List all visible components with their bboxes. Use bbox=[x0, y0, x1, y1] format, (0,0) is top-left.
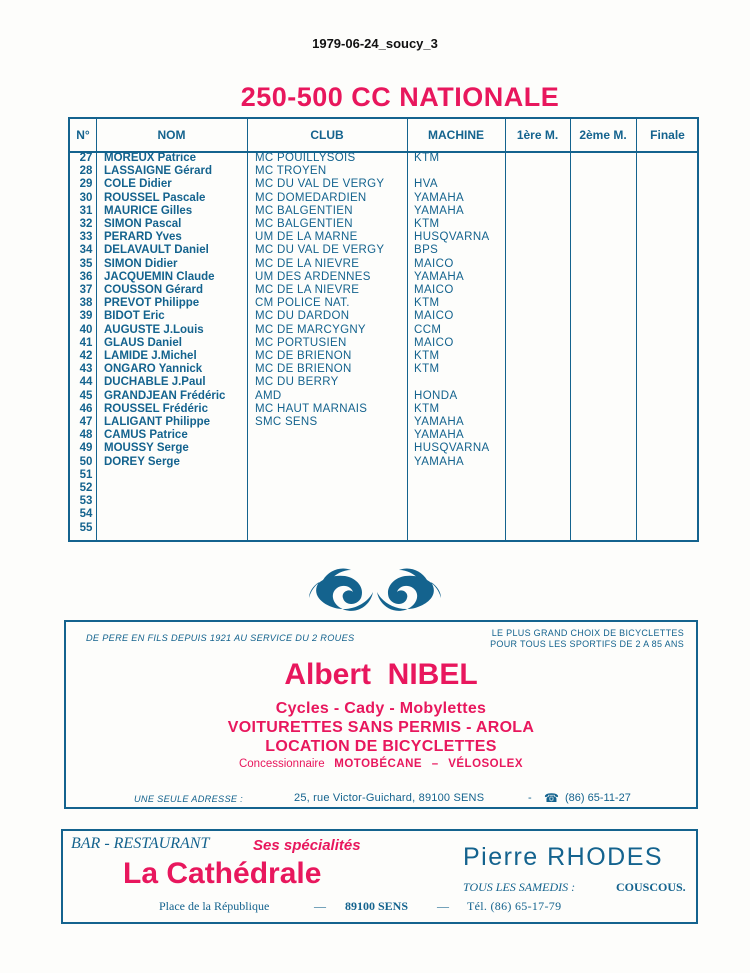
nibel-tagline-left: DE PERE EN FILS DEPUIS 1921 AU SERVICE DU 2 ROUES bbox=[86, 633, 355, 643]
dealer-dash: – bbox=[431, 758, 439, 770]
table-row bbox=[70, 337, 697, 350]
row-number: 30 bbox=[79, 191, 93, 204]
rider-machine: KTM bbox=[414, 402, 440, 415]
header-manche-1: 1ère M. bbox=[516, 128, 559, 142]
rider-club: MC DE BRIENON bbox=[255, 350, 352, 362]
phone-icon: ☎ bbox=[544, 791, 559, 805]
rider-machine: KTM bbox=[414, 152, 440, 164]
table-row bbox=[70, 284, 697, 297]
rider-name: DOREY Serge bbox=[104, 455, 180, 468]
table-row bbox=[70, 205, 697, 218]
rider-machine: HUSQVARNA bbox=[414, 231, 490, 244]
rider-machine: BPS bbox=[414, 244, 439, 257]
table-row bbox=[70, 469, 697, 482]
rider-machine: YAMAHA bbox=[414, 416, 465, 428]
table-row bbox=[70, 522, 697, 535]
rider-name: MOUSSY Serge bbox=[104, 442, 189, 455]
nibel-service-line2: VOITURETTES SANS PERMIS - AROLA bbox=[227, 719, 535, 736]
nibel-address: 25, rue Victor-Guichard, 89100 SENS bbox=[294, 792, 485, 804]
bar-sep-1: — bbox=[314, 899, 326, 913]
rider-club: CM POLICE NAT. bbox=[255, 297, 350, 310]
nibel-service-line3: LOCATION DE BICYCLETTES bbox=[265, 738, 497, 755]
row-number: 29 bbox=[79, 178, 93, 191]
table-row bbox=[70, 482, 697, 495]
rider-name: AUGUSTE J.Louis bbox=[104, 323, 204, 336]
row-number: 44 bbox=[79, 376, 93, 389]
table-row bbox=[70, 218, 697, 231]
table-row bbox=[70, 324, 697, 337]
table-row bbox=[70, 350, 697, 363]
row-number: 28 bbox=[79, 165, 93, 178]
bar-owner: Pierre RHODES bbox=[463, 843, 664, 871]
rider-club: AMD bbox=[255, 389, 282, 402]
row-number: 50 bbox=[79, 455, 93, 468]
table-row bbox=[70, 258, 697, 271]
rider-machine: KTM bbox=[414, 297, 440, 310]
rider-name: LASSAIGNE Gérard bbox=[104, 165, 212, 178]
table-row bbox=[70, 376, 697, 389]
table-row bbox=[70, 152, 697, 165]
table-row bbox=[70, 403, 697, 416]
table-row bbox=[70, 244, 697, 257]
dealer-brand-motobecane: MOTOBÉCANE bbox=[334, 758, 423, 770]
rider-club: UM DES ARDENNES bbox=[255, 270, 371, 283]
document-id: 1979-06-24_soucy_3 bbox=[312, 36, 438, 51]
row-number: 55 bbox=[79, 521, 93, 534]
bar-phone: Tél. (86) 65-17-79 bbox=[467, 899, 562, 913]
table-row bbox=[70, 297, 697, 310]
nibel-tagline-right-line1: LE PLUS GRAND CHOIX DE BICYCLETTES bbox=[491, 628, 684, 638]
bar-specialties: Ses spécialités bbox=[253, 837, 361, 854]
rider-machine: YAMAHA bbox=[414, 455, 465, 468]
bar-address: Place de la République bbox=[159, 899, 270, 913]
row-number: 40 bbox=[79, 323, 93, 336]
table-row bbox=[70, 390, 697, 403]
rider-name: JACQUEMIN Claude bbox=[104, 270, 215, 283]
rider-name: PREVOT Philippe bbox=[104, 297, 200, 310]
nibel-phone: (86) 65-11-27 bbox=[565, 792, 631, 804]
rider-machine: MAICO bbox=[414, 336, 454, 349]
row-number: 34 bbox=[79, 244, 93, 257]
row-number: 52 bbox=[79, 482, 93, 494]
table-row bbox=[70, 192, 697, 205]
rider-name: GRANDJEAN Frédéric bbox=[104, 389, 226, 402]
row-number: 39 bbox=[79, 310, 93, 323]
ornament-swirl-icon bbox=[305, 558, 445, 614]
row-number: 51 bbox=[79, 468, 93, 481]
row-number: 38 bbox=[79, 297, 93, 310]
rider-club: UM DE LA MARNE bbox=[255, 231, 358, 244]
rider-club: MC PORTUSIEN bbox=[255, 336, 347, 349]
rider-club: MC DE LA NIEVRE bbox=[255, 257, 360, 270]
rider-name: ONGARO Yannick bbox=[104, 363, 203, 376]
bar-couscous: COUSCOUS. bbox=[616, 880, 686, 894]
rider-name: MOREUX Patrice bbox=[104, 152, 197, 164]
row-number: 47 bbox=[79, 416, 93, 428]
rider-club: MC HAUT MARNAIS bbox=[255, 402, 368, 415]
rider-machine: HVA bbox=[414, 178, 438, 191]
rider-club: MC DE MARCYGNY bbox=[255, 323, 366, 336]
table-row bbox=[70, 310, 697, 323]
rider-name: ROUSSEL Frédéric bbox=[104, 402, 208, 415]
rider-club: MC DU VAL DE VERGY bbox=[255, 244, 385, 257]
race-title: 250-500 CC NATIONALE bbox=[240, 82, 560, 112]
row-number: 32 bbox=[79, 218, 93, 230]
nibel-phone-separator: - bbox=[528, 792, 532, 804]
rider-club: MC DU VAL DE VERGY bbox=[255, 178, 385, 191]
row-number: 48 bbox=[79, 429, 93, 442]
rider-name: BIDOT Eric bbox=[104, 310, 165, 323]
header-num: N° bbox=[76, 128, 90, 142]
nibel-advertisement bbox=[64, 620, 698, 809]
cathedrale-advertisement bbox=[61, 829, 698, 924]
nibel-tagline-right bbox=[490, 628, 684, 650]
header-club: CLUB bbox=[310, 128, 344, 142]
nibel-brand-name: Albert NIBEL bbox=[284, 658, 478, 691]
rider-club: MC DOMEDARDIEN bbox=[255, 191, 367, 204]
rider-machine: YAMAHA bbox=[414, 429, 465, 442]
row-number: 45 bbox=[79, 389, 93, 402]
table-row bbox=[70, 508, 697, 521]
rider-club: MC DU DARDON bbox=[255, 310, 350, 323]
rider-machine: CCM bbox=[414, 323, 442, 336]
table-row bbox=[70, 363, 697, 376]
row-number: 31 bbox=[79, 204, 93, 217]
nibel-address-label: UNE SEULE ADRESSE : bbox=[134, 794, 244, 804]
rider-name: COUSSON Gérard bbox=[104, 284, 204, 296]
rider-machine: KTM bbox=[414, 218, 440, 230]
rider-club: SMC SENS bbox=[255, 416, 318, 428]
header-machine: MACHINE bbox=[428, 128, 484, 142]
rider-name: LAMIDE J.Michel bbox=[104, 350, 197, 362]
rider-name: PERARD Yves bbox=[104, 231, 182, 244]
rider-club: MC BALGENTIEN bbox=[255, 204, 353, 217]
row-number: 27 bbox=[79, 152, 93, 164]
row-number: 54 bbox=[79, 508, 93, 521]
nibel-dealer-line bbox=[66, 758, 696, 770]
rider-machine: HUSQVARNA bbox=[414, 442, 490, 455]
table-row bbox=[70, 178, 697, 191]
rider-name: SIMON Pascal bbox=[104, 218, 182, 230]
rider-machine: KTM bbox=[414, 363, 440, 376]
rider-machine: YAMAHA bbox=[414, 270, 465, 283]
nibel-service-line1: Cycles - Cady - Mobylettes bbox=[275, 700, 487, 717]
rider-machine: YAMAHA bbox=[414, 204, 465, 217]
table-row bbox=[70, 231, 697, 244]
table-row bbox=[70, 271, 697, 284]
dealer-brand-velosolex: VÉLOSOLEX bbox=[448, 758, 523, 770]
bar-name: La Cathédrale bbox=[123, 857, 322, 890]
table-row bbox=[70, 495, 697, 508]
row-number: 41 bbox=[79, 336, 93, 349]
rider-name: CAMUS Patrice bbox=[104, 429, 188, 442]
rider-club: MC BALGENTIEN bbox=[255, 218, 353, 230]
rider-name: DUCHABLE J.Paul bbox=[104, 376, 206, 389]
rider-machine: MAICO bbox=[414, 310, 454, 323]
row-number: 53 bbox=[79, 495, 93, 508]
table-row bbox=[70, 456, 697, 469]
header-manche-2: 2ème M. bbox=[579, 128, 627, 142]
rider-club: MC DE BRIENON bbox=[255, 363, 352, 376]
rider-name: DELAVAULT Daniel bbox=[104, 244, 209, 257]
rider-club: MC POUILLYSOIS bbox=[255, 152, 356, 164]
bar-saturday-label: TOUS LES SAMEDIS : bbox=[463, 880, 576, 894]
rider-name: ROUSSEL Pascale bbox=[104, 191, 206, 204]
rider-machine: YAMAHA bbox=[414, 191, 465, 204]
rider-name: GLAUS Daniel bbox=[104, 336, 182, 349]
rider-name: LALIGANT Philippe bbox=[104, 416, 211, 428]
rider-machine: MAICO bbox=[414, 257, 454, 270]
row-number: 37 bbox=[79, 284, 93, 296]
row-number: 49 bbox=[79, 442, 93, 455]
row-number: 43 bbox=[79, 363, 93, 376]
header-finale: Finale bbox=[650, 128, 685, 142]
entry-table bbox=[68, 117, 699, 542]
bar-city: 89100 SENS bbox=[345, 899, 409, 913]
rider-club: MC DE LA NIEVRE bbox=[255, 284, 360, 296]
table-row bbox=[70, 416, 697, 429]
header-nom: NOM bbox=[157, 128, 186, 142]
bar-sep-2: — bbox=[437, 899, 449, 913]
table-row bbox=[70, 442, 697, 455]
row-number: 33 bbox=[79, 231, 93, 244]
rider-machine: KTM bbox=[414, 350, 440, 362]
bar-type: BAR - RESTAURANT bbox=[71, 835, 210, 852]
rider-name: SIMON Didier bbox=[104, 257, 178, 270]
table-row bbox=[70, 165, 697, 178]
row-number: 35 bbox=[79, 257, 93, 270]
dealer-label: Concessionnaire bbox=[238, 758, 325, 770]
row-number: 42 bbox=[79, 350, 93, 362]
rider-name: COLE Didier bbox=[104, 178, 172, 191]
rider-name: MAURICE Gilles bbox=[104, 204, 193, 217]
nibel-tagline-right-line2: POUR TOUS LES SPORTIFS DE 2 A 85 ANS bbox=[490, 639, 684, 649]
rider-club: MC TROYEN bbox=[255, 165, 327, 178]
row-number: 46 bbox=[79, 402, 93, 415]
rider-machine: HONDA bbox=[414, 389, 458, 402]
rider-machine: MAICO bbox=[414, 284, 454, 296]
rider-club: MC DU BERRY bbox=[255, 376, 339, 389]
table-row bbox=[70, 429, 697, 442]
row-number: 36 bbox=[79, 270, 93, 283]
